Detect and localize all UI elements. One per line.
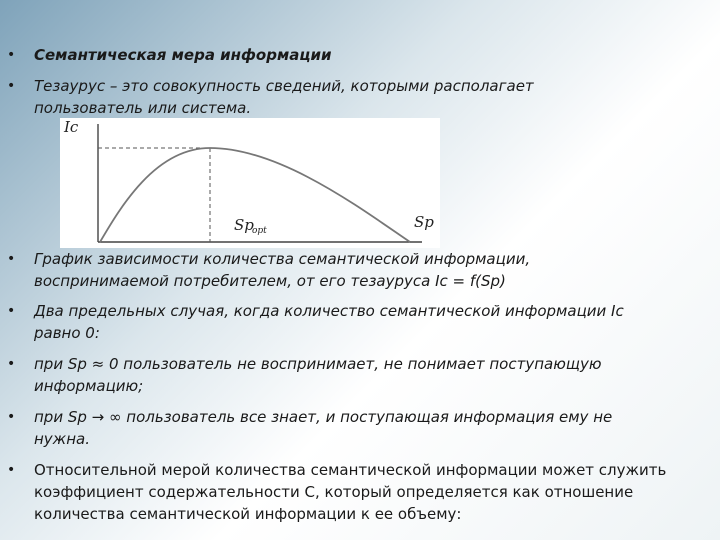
- bullet-line: Относительной мерой количества семантической информации может служить: [34, 461, 667, 479]
- bullet-icon: •: [7, 462, 16, 478]
- y-axis-label: Ic: [64, 118, 79, 136]
- bullet-line: нужна.: [34, 430, 90, 448]
- bullet-line: Тезаурус – это совокупность сведений, которыми располагает: [34, 77, 534, 95]
- bullet-line: количества семантической информации к ее объему:: [34, 505, 462, 523]
- bullet-line: График зависимости количества семантической информации,: [34, 250, 531, 268]
- bullet-text: [34, 75, 710, 119]
- bullet-text: [34, 459, 710, 525]
- bullet-icon: •: [7, 303, 16, 319]
- bullet-icon: •: [7, 356, 16, 372]
- bullet-icon: •: [7, 409, 16, 425]
- bullet-line: информацию;: [34, 377, 144, 395]
- bullet-text: [34, 406, 710, 450]
- semantic-info-graph: [60, 118, 440, 248]
- bullet-line: пользователь или система.: [34, 99, 252, 117]
- heading-text: Семантическая мера информации: [34, 46, 332, 64]
- bullet-line: Два предельных случая, когда количество семантической информации Ic: [34, 302, 624, 320]
- bullet-text: [34, 353, 710, 397]
- bullet-text: [34, 248, 710, 292]
- bullet-icon: •: [7, 47, 16, 63]
- x-opt-sub-label: opt: [252, 226, 267, 236]
- bullet-line: коэффициент содержательности С, который определяется как отношение: [34, 483, 634, 501]
- bullet-line: при Sp ≈ 0 пользователь не воспринимает, не понимает поступающую: [34, 355, 602, 373]
- bullet-line: воспринимаемой потребителем, от его тезауруса Ic = f(Sp): [34, 272, 506, 290]
- bullet-text: [34, 300, 710, 344]
- bullet-icon: •: [7, 78, 16, 94]
- x-axis-label: Sp: [414, 213, 434, 231]
- bullet-icon: •: [7, 251, 16, 267]
- x-opt-label: Sp: [234, 216, 254, 234]
- bullet-line: при Sp → ∞ пользователь все знает, и поступающая информация ему не: [34, 408, 613, 426]
- bullet-line: равно 0:: [34, 324, 100, 342]
